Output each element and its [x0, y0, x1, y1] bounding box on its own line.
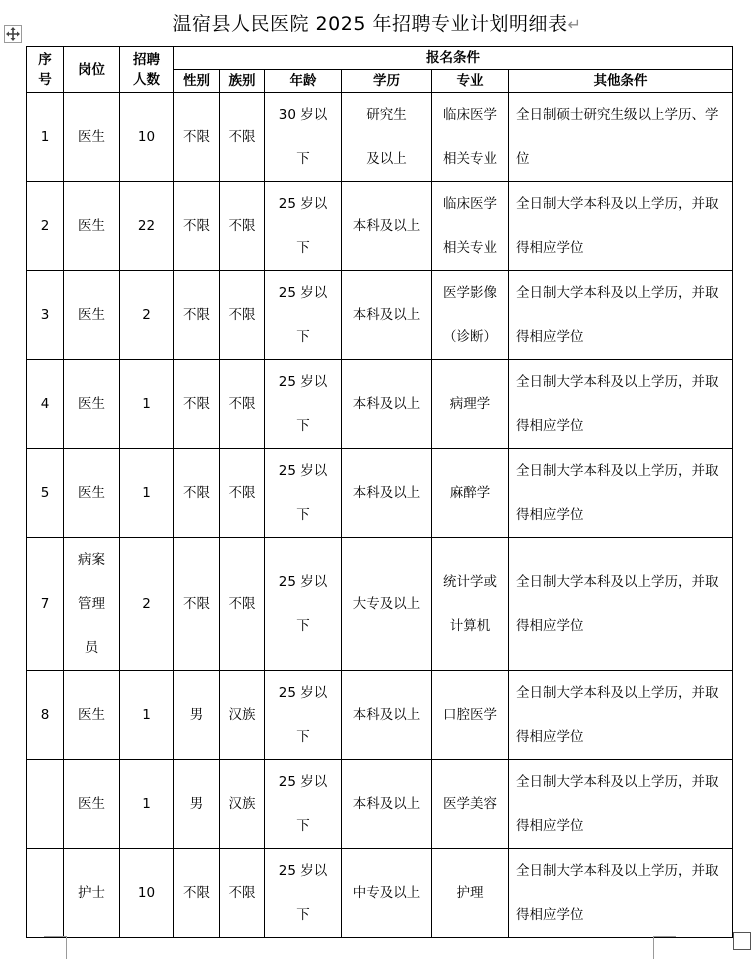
recruitment-table [26, 46, 733, 938]
cell-education: 本科及以上 [342, 360, 432, 449]
document-title: 温宿县人民医院 2025 年招聘专业计划明细表↵ [172, 13, 582, 35]
cell-education: 本科及以上 [342, 182, 432, 271]
table-row [27, 182, 733, 271]
cell-major: 临床医学相关专业 [432, 93, 509, 182]
cell-count: 1 [120, 760, 174, 849]
table-row [27, 360, 733, 449]
cell-post: 医生 [64, 271, 120, 360]
cell-post: 病案管理员 [64, 538, 120, 671]
cell-post: 医生 [64, 671, 120, 760]
cell-education: 本科及以上 [342, 760, 432, 849]
cell-major: 统计学或计算机 [432, 538, 509, 671]
cell-seq: 5 [27, 449, 64, 538]
cell-major: 麻醉学 [432, 449, 509, 538]
cell-major: 临床医学相关专业 [432, 182, 509, 271]
cell-major: 医学美容 [432, 760, 509, 849]
header-major: 专业 [432, 70, 509, 93]
cell-age: 25 岁以下 [265, 538, 342, 671]
table-resize-handle[interactable] [733, 932, 751, 950]
cell-ethnicity: 不限 [220, 271, 265, 360]
cell-age: 25 岁以下 [265, 449, 342, 538]
cell-post: 医生 [64, 449, 120, 538]
cell-education: 本科及以上 [342, 671, 432, 760]
cell-other: 全日制大学本科及以上学历，并取得相应学位 [509, 760, 733, 849]
table-row [27, 760, 733, 849]
cell-other: 全日制硕士研究生级以上学历、学位 [509, 93, 733, 182]
cell-post: 医生 [64, 182, 120, 271]
cell-gender: 不限 [174, 93, 220, 182]
header-education: 学历 [342, 70, 432, 93]
cell-age: 25 岁以下 [265, 760, 342, 849]
page-corner-mark [653, 936, 676, 959]
table-row [27, 449, 733, 538]
table-row [27, 538, 733, 671]
cell-other: 全日制大学本科及以上学历，并取得相应学位 [509, 538, 733, 671]
cell-gender: 不限 [174, 849, 220, 938]
cell-other: 全日制大学本科及以上学历，并取得相应学位 [509, 182, 733, 271]
cell-major: 口腔医学 [432, 671, 509, 760]
cell-education: 中专及以上 [342, 849, 432, 938]
cell-gender: 男 [174, 671, 220, 760]
cell-seq [27, 760, 64, 849]
cell-age: 25 岁以下 [265, 271, 342, 360]
cell-other: 全日制大学本科及以上学历，并取得相应学位 [509, 449, 733, 538]
cell-count: 10 [120, 849, 174, 938]
cell-seq: 4 [27, 360, 64, 449]
table-row [27, 93, 733, 182]
cell-gender: 不限 [174, 360, 220, 449]
cell-major: 医学影像（诊断） [432, 271, 509, 360]
cell-ethnicity: 不限 [220, 93, 265, 182]
cell-count: 1 [120, 360, 174, 449]
cell-post: 医生 [64, 760, 120, 849]
cell-seq: 2 [27, 182, 64, 271]
cell-count: 1 [120, 671, 174, 760]
cell-count: 10 [120, 93, 174, 182]
cell-age: 25 岁以下 [265, 182, 342, 271]
header-conditions: 报名条件 [174, 47, 733, 70]
cell-education: 研究生及以上 [342, 93, 432, 182]
cell-count: 22 [120, 182, 174, 271]
table-row [27, 271, 733, 360]
cell-ethnicity: 不限 [220, 849, 265, 938]
cell-seq: 3 [27, 271, 64, 360]
header-other: 其他条件 [509, 70, 733, 93]
cell-ethnicity: 汉族 [220, 671, 265, 760]
cell-ethnicity: 不限 [220, 182, 265, 271]
cell-age: 25 岁以下 [265, 849, 342, 938]
page-corner-mark [44, 936, 67, 959]
cell-gender: 不限 [174, 271, 220, 360]
cell-gender: 不限 [174, 449, 220, 538]
cell-count: 2 [120, 271, 174, 360]
cell-major: 病理学 [432, 360, 509, 449]
cell-other: 全日制大学本科及以上学历，并取得相应学位 [509, 360, 733, 449]
header-count: 招聘人数 [120, 47, 174, 93]
cell-seq: 1 [27, 93, 64, 182]
cell-education: 大专及以上 [342, 538, 432, 671]
cell-post: 医生 [64, 360, 120, 449]
cell-gender: 男 [174, 760, 220, 849]
cell-ethnicity: 不限 [220, 360, 265, 449]
cell-seq [27, 849, 64, 938]
cell-ethnicity: 不限 [220, 538, 265, 671]
cell-age: 25 岁以下 [265, 671, 342, 760]
cell-post: 护士 [64, 849, 120, 938]
cell-seq: 8 [27, 671, 64, 760]
cell-count: 2 [120, 538, 174, 671]
cell-ethnicity: 汉族 [220, 760, 265, 849]
cell-age: 30 岁以下 [265, 93, 342, 182]
cell-ethnicity: 不限 [220, 449, 265, 538]
cell-other: 全日制大学本科及以上学历，并取得相应学位 [509, 671, 733, 760]
cell-education: 本科及以上 [342, 449, 432, 538]
table-row [27, 849, 733, 938]
cell-other: 全日制大学本科及以上学历，并取得相应学位 [509, 849, 733, 938]
header-ethnicity: 族别 [220, 70, 265, 93]
cell-count: 1 [120, 449, 174, 538]
cell-major: 护理 [432, 849, 509, 938]
header-post: 岗位 [64, 47, 120, 93]
cell-gender: 不限 [174, 182, 220, 271]
cell-age: 25 岁以下 [265, 360, 342, 449]
header-age: 年龄 [265, 70, 342, 93]
header-seq: 序号 [27, 47, 64, 93]
cell-education: 本科及以上 [342, 271, 432, 360]
table-row [27, 671, 733, 760]
cell-post: 医生 [64, 93, 120, 182]
cell-other: 全日制大学本科及以上学历，并取得相应学位 [509, 271, 733, 360]
cell-gender: 不限 [174, 538, 220, 671]
header-gender: 性别 [174, 70, 220, 93]
cell-seq: 7 [27, 538, 64, 671]
